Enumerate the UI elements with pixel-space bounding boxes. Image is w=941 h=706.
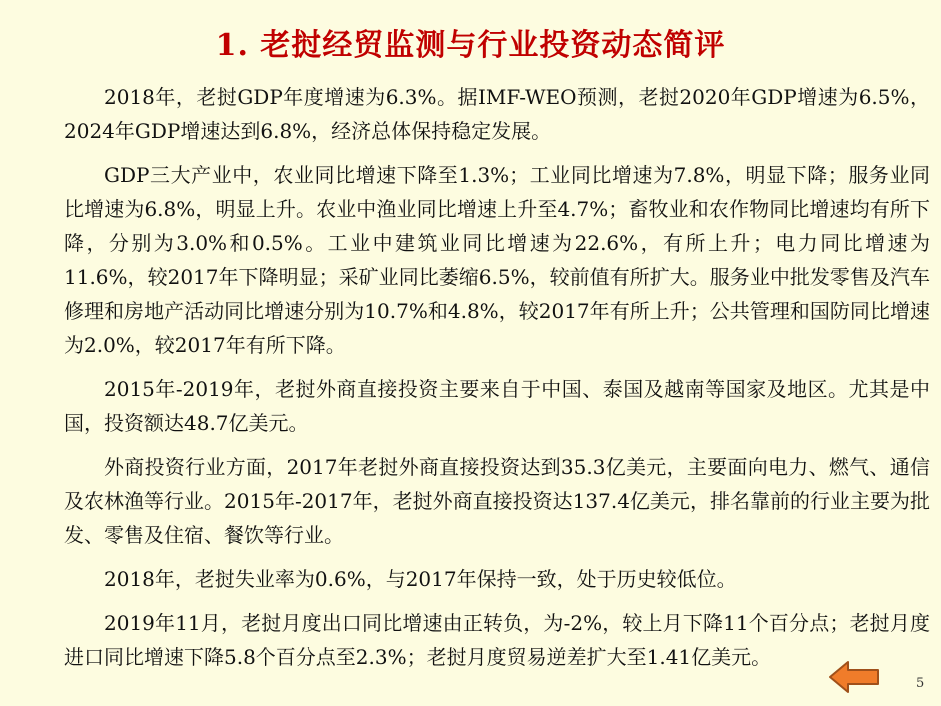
page-number: 5 (916, 676, 925, 691)
paragraph-fdi-industries: 外商投资行业方面，2017年老挝外商直接投资达到35.3亿美元，主要面向电力、燃气、通信及农林渔等行业。2015年-2017年，老挝外商直接投资达137.4亿美元，排名靠前的行业主要为批发、零售及住宿、餐饮等行业。 (64, 455, 930, 547)
paragraph-unemployment: 2018年，老挝失业率为0.6%，与2017年保持一致，处于历史较低位。 (104, 567, 737, 591)
back-button[interactable] (828, 660, 880, 694)
paragraph-fdi-sources: 2015年-2019年，老挝外商直接投资主要来自于中国、泰国及越南等国家及地区。尤其是中国，投资额达48.7亿美元。 (64, 377, 930, 435)
slide-title: 1. 老挝经贸监测与行业投资动态简评 (215, 28, 726, 63)
paragraph-industry-breakdown: GDP三大产业中，农业同比增速下降至1.3%；工业同比增速为7.8%，明显下降；服务业同比增速为6.8%，明显上升。农业中渔业同比增速上升至4.7%；畜牧业和农作物同比增速均有所下降，分别为3.0%和0.5%。工业中建筑业同比增速为22.6%，有所上升；电力同比增速为11.6%，较2017年下降明显；采矿业同比萎缩6.5%，较前值有所扩大。服务业中批发零售及汽车修理和房地产活动同比增速分别为10.7%和4.8%，较2017年有所上升；公共管理和国防同比增速为2.0%，较2017年有所下降。 (64, 163, 930, 357)
paragraph-trade: 2019年11月，老挝月度出口同比增速由正转负，为-2%，较上月下降11个百分点；老挝月度进口同比增速下降5.8个百分点至2.3%；老挝月度贸易逆差扩大至1.41亿美元。 (64, 611, 930, 669)
slide-body (64, 80, 930, 684)
paragraph-gdp-growth: 2018年，老挝GDP年度增速为6.3%。据IMF-WEO预测，老挝2020年GDP增速为6.5%，2024年GDP增速达到6.8%，经济总体保持稳定发展。 (64, 85, 930, 143)
left-arrow-icon (828, 660, 880, 694)
